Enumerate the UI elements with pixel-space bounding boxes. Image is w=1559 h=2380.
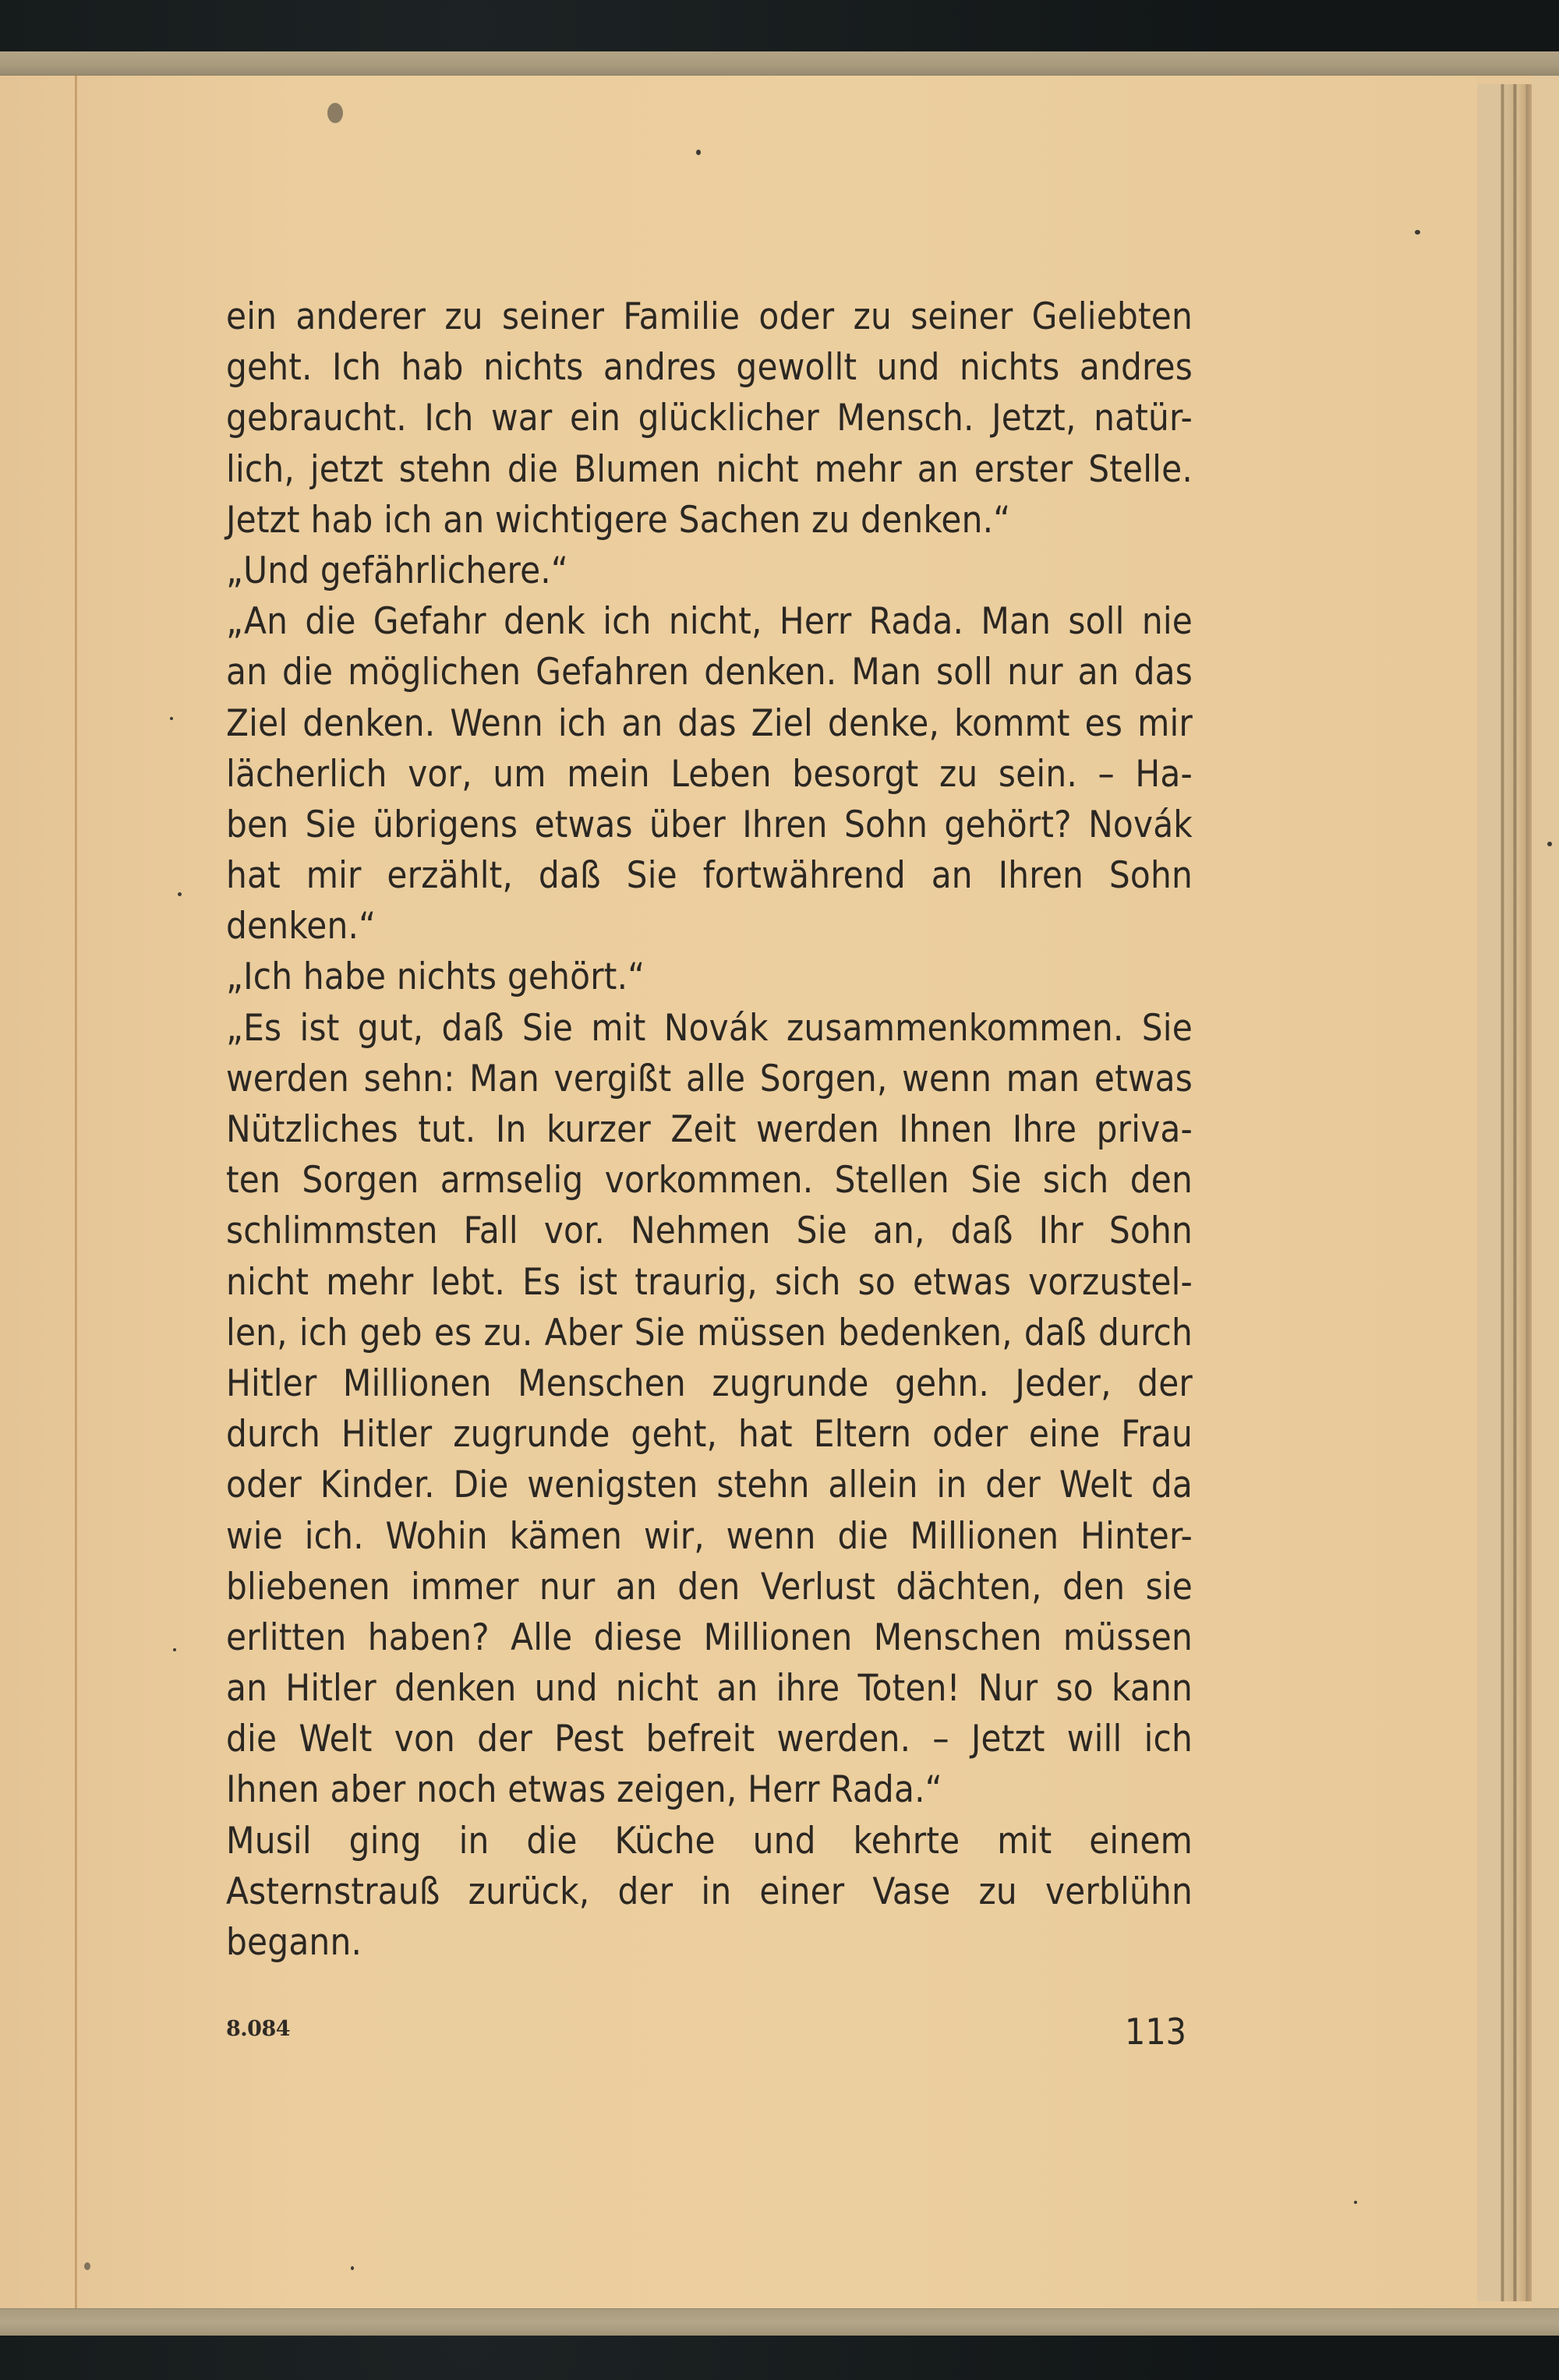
paper-speck — [327, 103, 343, 123]
text-line: hat mir erzählt, daß Sie fortwährend an Ihren Sohn — [226, 854, 1193, 898]
text-line: Ihnen aber noch etwas zeigen, Herr Rada.“ — [226, 1768, 942, 1812]
gutter-fold-line — [75, 74, 77, 2309]
text-line: erlitten haben? Alle diese Millionen Menschen müssen — [226, 1616, 1193, 1659]
text-line: denken.“ — [226, 905, 376, 948]
printer-signature-mark: 8.084 — [226, 2017, 291, 2041]
paper-speck — [351, 2266, 354, 2270]
text-line: wie ich. Wohin kämen wir, wenn die Millionen Hinter- — [226, 1514, 1193, 1558]
paper-speck — [173, 1648, 176, 1651]
text-line: die Welt von der Pest befreit werden. – Jetzt will ich — [226, 1718, 1193, 1761]
text-line: Asternstrauß zurück, der in einer Vase zu verblühn — [226, 1870, 1193, 1913]
tape-strip-bottom — [0, 2308, 1559, 2336]
paper-speck — [1415, 230, 1420, 235]
text-line: nicht mehr lebt. Es ist traurig, sich so etwas vorzustel- — [226, 1260, 1193, 1304]
text-line: „Es ist gut, daß Sie mit Novák zusammenkommen. Sie — [226, 1006, 1193, 1050]
text-line: werden sehn: Man vergißt alle Sorgen, wenn man etwas — [226, 1057, 1193, 1100]
paper-speck — [170, 717, 173, 720]
text-line: geht. Ich hab nichts andres gewollt und nichts andres — [226, 346, 1193, 390]
paper-speck — [84, 2262, 90, 2270]
text-line: „Und gefährlichere.“ — [226, 549, 569, 592]
text-line: ein anderer zu seiner Familie oder zu seiner Geliebten — [226, 295, 1193, 338]
text-line: Hitler Millionen Menschen zugrunde gehn. Jeder, der — [226, 1361, 1193, 1405]
text-line: „An die Gefahr denk ich nicht, Herr Rada. Man soll nie — [226, 600, 1193, 644]
text-line: gebraucht. Ich war ein glücklicher Mensch. Jetzt, natür- — [226, 397, 1193, 440]
dark-backdrop-top — [0, 0, 1559, 56]
page-number: 113 — [1125, 2011, 1186, 2053]
paper-speck — [696, 150, 701, 155]
text-line: lich, jetzt stehn die Blumen nicht mehr an erster Stelle. — [226, 447, 1193, 491]
text-line: schlimmsten Fall vor. Nehmen Sie an, daß Ihr Sohn — [226, 1209, 1193, 1253]
text-line: Musil ging in die Küche und kehrte mit einem — [226, 1819, 1193, 1863]
text-line: „Ich habe nichts gehört.“ — [226, 955, 645, 999]
text-line: an die möglichen Gefahren denken. Man soll nur an das — [226, 651, 1193, 694]
body-text — [226, 291, 1193, 1968]
text-line: lächerlich vor, um mein Leben besorgt zu sein. – Ha- — [226, 752, 1193, 796]
text-line: durch Hitler zugrunde geht, hat Eltern oder eine Frau — [226, 1413, 1193, 1457]
text-line: oder Kinder. Die wenigsten stehn allein in der Welt da — [226, 1464, 1193, 1507]
text-line: bliebenen immer nur an den Verlust dächten, den sie — [226, 1565, 1193, 1608]
text-line: begann. — [226, 1921, 362, 1964]
text-line: Jetzt hab ich an wichtigere Sachen zu denken.“ — [226, 498, 1011, 542]
text-line: an Hitler denken und nicht an ihre Toten! Nur so kann — [226, 1667, 1193, 1711]
page-edge-stack — [1477, 84, 1532, 2301]
tape-strip-top — [0, 51, 1559, 76]
text-line: Ziel denken. Wenn ich an das Ziel denke, kommt es mir — [226, 701, 1193, 745]
paper-speck — [178, 892, 182, 896]
text-line: ben Sie übrigens etwas über Ihren Sohn gehört? Novák — [226, 803, 1193, 846]
text-line: ten Sorgen armselig vorkommen. Stellen Sie sich den — [226, 1159, 1193, 1202]
text-line: len, ich geb es zu. Aber Sie müssen bedenken, daß durch — [226, 1311, 1193, 1354]
text-line: Nützliches tut. In kurzer Zeit werden Ihnen Ihre priva- — [226, 1108, 1193, 1151]
paper-speck — [1547, 842, 1552, 846]
paper-speck — [1354, 2201, 1357, 2204]
right-cover-sheet — [1532, 74, 1559, 2309]
